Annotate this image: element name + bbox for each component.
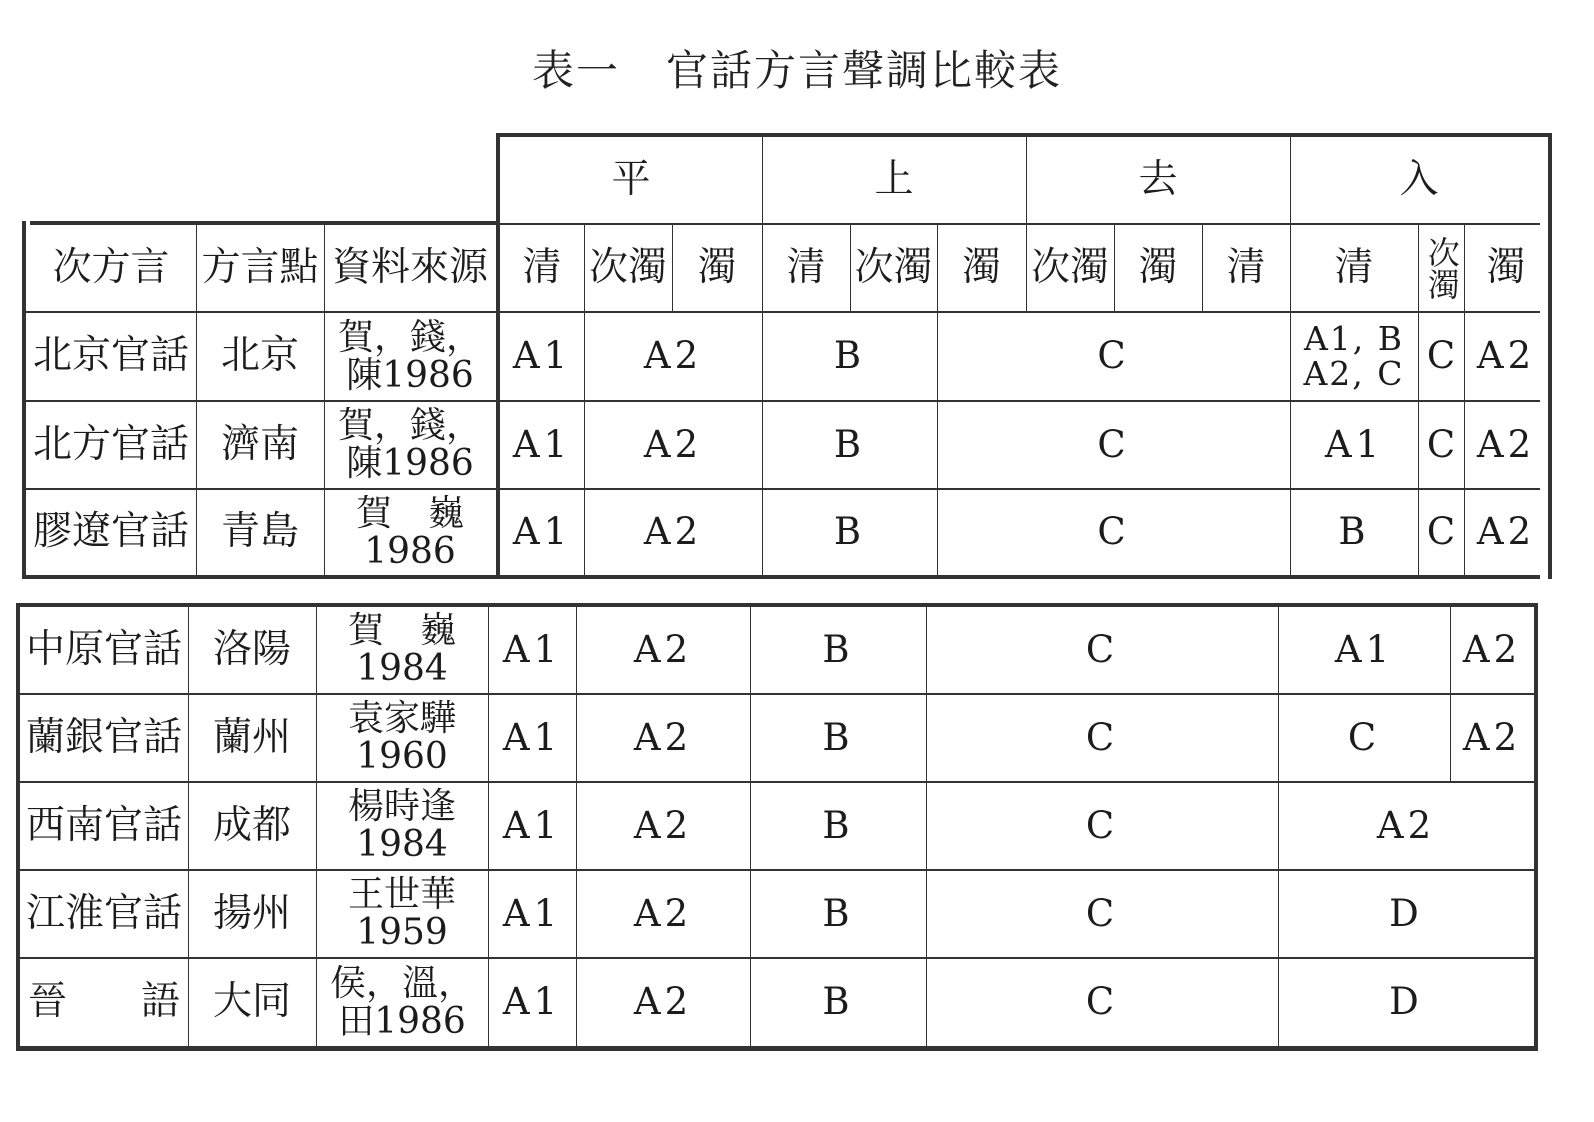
shang-value: B <box>833 422 866 466</box>
col-point: 方言點 <box>201 244 319 290</box>
ru-zhuo-value: A2 <box>1476 510 1536 554</box>
ru-qing-value: B <box>1338 510 1370 554</box>
data-source <box>316 871 488 957</box>
dialect-name: 江淮官話 <box>25 890 182 936</box>
source-line: 1986 <box>364 530 456 572</box>
ru-qing-value: A1 <box>1324 422 1384 466</box>
tone-qu: 去 <box>1138 156 1178 202</box>
ping-qing-value: A1 <box>502 715 562 759</box>
dialect-char: 晉 <box>28 979 68 1025</box>
dialect-name: 膠遼官話 <box>32 509 189 555</box>
source-line: 侯，溫， <box>329 962 474 1004</box>
dialect-point: 北京 <box>220 333 299 379</box>
source-line: 賀 巍 <box>355 492 464 534</box>
ping-zhuo-value: A2 <box>643 510 703 554</box>
sub-shang-qing: 清 <box>786 244 826 290</box>
ping-zhuo-value: A2 <box>633 803 693 847</box>
ping-zhuo-value: A2 <box>643 334 703 378</box>
tone-shang: 上 <box>874 156 914 202</box>
ru-cizhuo-value: C <box>1426 510 1456 554</box>
ru-value: D <box>1389 891 1423 935</box>
ping-qing-value: A1 <box>512 334 572 378</box>
dialect-name <box>20 959 188 1046</box>
source-line: 田1986 <box>338 1000 466 1042</box>
ping-zhuo-value: A2 <box>633 715 693 759</box>
source-line: 陳1986 <box>346 354 474 396</box>
col-dialect: 次方言 <box>52 244 170 290</box>
ping-qing-value: A1 <box>502 627 562 671</box>
qu-value: C <box>1085 980 1119 1024</box>
dialect-name: 中原官話 <box>25 626 182 672</box>
ping-zhuo-value: A2 <box>633 980 693 1024</box>
dialect-char: 語 <box>140 979 180 1025</box>
ru-a-value: A1 <box>1334 627 1394 671</box>
qu-value: C <box>1085 715 1119 759</box>
qu-value: C <box>1085 803 1119 847</box>
sub-ru-cizhuo: 次濁 <box>1422 236 1461 300</box>
source-line: 1959 <box>356 912 448 953</box>
tone-ru: 入 <box>1399 156 1439 202</box>
qu-value: C <box>1097 510 1130 554</box>
qu-value: C <box>1097 422 1130 466</box>
shang-value: B <box>822 627 854 671</box>
dialect-point: 大同 <box>212 979 291 1025</box>
source-line: 王世華 <box>347 874 456 915</box>
ru-qing-line: A1, B <box>1303 318 1405 358</box>
ping-zhuo-value: A2 <box>633 627 693 671</box>
source-line: 1960 <box>356 736 448 777</box>
sub-qu-cizhuo: 次濁 <box>1030 244 1109 290</box>
dialect-name: 蘭銀官話 <box>25 714 182 760</box>
dialect-point: 成都 <box>212 802 291 848</box>
source-line: 袁家驊 <box>347 698 456 739</box>
data-source <box>316 783 488 869</box>
shang-value: B <box>822 891 854 935</box>
sub-ping-qing: 清 <box>522 244 562 290</box>
ru-value: D <box>1389 980 1423 1024</box>
sub-shang-zhuo: 濁 <box>961 244 1001 290</box>
ping-qing-value: A1 <box>512 510 572 554</box>
tone-ping: 平 <box>611 156 651 202</box>
ru-zhuo-value: A2 <box>1476 422 1536 466</box>
sub-ping-zhuo: 濁 <box>697 244 737 290</box>
data-source <box>316 959 488 1046</box>
dialect-name: 北方官話 <box>32 421 189 467</box>
ping-qing-value: A1 <box>502 803 562 847</box>
dialect-name: 北京官話 <box>32 333 189 379</box>
data-source <box>316 607 488 693</box>
dialect-name: 西南官話 <box>25 802 182 848</box>
table-label: 表一 <box>531 46 620 95</box>
ru-cizhuo-value: C <box>1426 422 1456 466</box>
ru-a-value: C <box>1347 715 1381 759</box>
source-line: 楊時逢 <box>347 786 456 827</box>
qu-value: C <box>1085 891 1119 935</box>
data-source <box>316 695 488 781</box>
source-line: 賀，錢， <box>337 316 482 358</box>
dialect-point: 青島 <box>220 509 299 555</box>
rule <box>1534 603 1538 1051</box>
sub-qu-qing: 清 <box>1226 244 1266 290</box>
sub-shang-cizhuo: 次濁 <box>854 244 933 290</box>
rule <box>16 1046 1538 1051</box>
sub-ru-qing: 清 <box>1334 244 1374 290</box>
dialect-point: 洛陽 <box>212 626 291 672</box>
shang-value: B <box>822 803 854 847</box>
ru-value: A2 <box>1376 803 1436 847</box>
shang-value: B <box>822 715 854 759</box>
source-line: 1984 <box>356 824 448 865</box>
dialect-point: 濟南 <box>220 421 299 467</box>
qu-value: C <box>1085 627 1119 671</box>
ping-zhuo-value: A2 <box>633 891 693 935</box>
shang-value: B <box>833 334 866 378</box>
sub-qu-zhuo: 濁 <box>1138 244 1178 290</box>
ping-qing-value: A1 <box>502 891 562 935</box>
col-source: 資料來源 <box>331 244 488 290</box>
table-caption: 官話方言聲調比較表 <box>666 46 1063 95</box>
source-line: 賀 巍 <box>347 610 456 651</box>
sub-ru-zhuo: 濁 <box>1486 244 1526 290</box>
ping-zhuo-value: A2 <box>643 422 703 466</box>
source-line: 1984 <box>356 648 448 689</box>
dialect-point: 蘭州 <box>212 714 291 760</box>
ru-cizhuo-value: C <box>1426 334 1456 378</box>
ru-b-value: A2 <box>1462 715 1522 759</box>
ru-zhuo-value: A2 <box>1476 334 1536 378</box>
source-line: 陳1986 <box>346 443 474 484</box>
source-line: 賀，錢， <box>337 405 482 446</box>
ping-qing-value: A1 <box>512 422 572 466</box>
ping-qing-value: A1 <box>502 980 562 1024</box>
shang-value: B <box>822 980 854 1024</box>
ru-b-value: A2 <box>1462 627 1522 671</box>
sub-ping-cizhuo: 次濁 <box>588 244 667 290</box>
dialect-point: 揚州 <box>212 890 291 936</box>
qu-value: C <box>1097 334 1130 378</box>
ru-qing-line: A2, C <box>1303 353 1405 393</box>
shang-value: B <box>833 510 866 554</box>
